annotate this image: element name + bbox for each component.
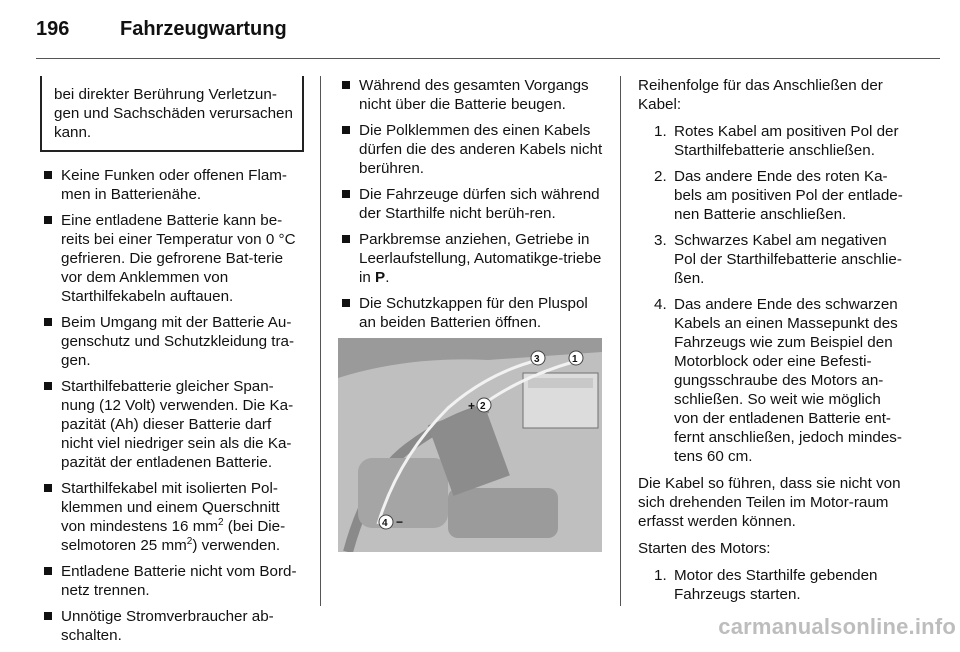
list-item: Eine entladene Batterie kann be-reits bei einer Temperatur von 0 °C gefrieren. Die gefrorene Bat-terie vor dem Anklemmen von Starthilfekabeln auftauen. [40,211,304,306]
list-item [650,566,906,604]
list-item [650,295,906,466]
step-text: Das andere Ende des schwarzen Kabels an einen Massepunkt des Fahrzeugs wie zum Beispiel den Motorblock oder eine Befesti-gungsschraube des Motors an-schließen. So weit wie möglich von der entladenen Batterie ent-fernt anschließen, jedoch mindes-tens 60 cm. [674,296,902,465]
bullet-list-2 [338,76,604,332]
connection-steps [638,122,906,466]
step-text: Motor des Starthilfe gebenden Fahrzeugs starten. [674,567,878,603]
list-item-text: Parkbremse anziehen, Getriebe in Leerlaufstellung, Automatikge-triebe in [359,231,602,286]
step-text: Rotes Kabel am positiven Pol der Starthilfebatterie anschließen. [674,123,899,159]
list-item: Starthilfebatterie gleicher Span-nung (12 Volt) verwenden. Die Ka-pazität (Ah) dieser Batterie darf nicht viel niedriger sein als die Ka-pazität der entladenen Batterie. [40,377,304,472]
figure-label-plus: + [468,399,476,413]
list-item [338,230,604,287]
list-item [40,479,304,555]
list-item: Entladene Batterie nicht vom Bord-netz trennen. [40,562,304,600]
step-text: Das andere Ende des roten Ka-bels am positiven Pol der entlade-nen Batterie anschließen. [674,168,903,223]
figure-label-2: 2 [480,401,486,412]
figure-label-minus: − [396,515,404,529]
list-item: Beim Umgang mit der Batterie Au-genschutz und Schutzkleidung tra-gen. [40,313,304,370]
column-divider-1 [320,76,321,606]
list-item: Während des gesamten Vorgangs nicht über die Batterie beugen. [338,76,604,114]
list-item: Die Schutzkappen für den Pluspol an beiden Batterien öffnen. [338,294,604,332]
gear-p-label: P [375,269,386,286]
column-2 [338,76,604,339]
figure-label-3: 3 [534,354,540,365]
list-item [650,122,906,160]
list-item-text: ) verwenden. [192,537,281,554]
list-item: Keine Funken oder offenen Flam-men in Batterienähe. [40,166,304,204]
list-item [650,167,906,224]
superscript: 2 [218,516,224,528]
column-1 [40,76,304,652]
jump-start-illustration [338,338,602,552]
step-number: 3. [654,232,667,249]
warning-box: bei direkter Berührung Verletzun-gen und Sachschäden verursachen kann. [40,76,304,152]
header-rule [36,58,940,59]
list-item: Die Polklemmen des einen Kabels dürfen die des anderen Kabels nicht berühren. [338,121,604,178]
superscript: 2 [186,535,193,547]
engine-block [448,488,558,538]
list-item [650,231,906,288]
step-number: 2. [654,168,667,185]
step-text: Schwarzes Kabel am negativen Pol der Starthilfebatterie anschlie-ßen. [674,232,902,287]
battery-top [528,378,593,388]
paragraph-intro: Reihenfolge für das Anschließen der Kabel: [638,77,883,113]
page-number: 196 [36,18,70,40]
figure-label-4: 4 [382,518,388,529]
column-divider-2 [620,76,621,606]
step-number: 4. [654,296,667,313]
page-title: Fahrzeugwartung [120,18,287,40]
bullet-list-1 [40,166,304,645]
list-item: Unnötige Stromverbraucher ab-schalten. [40,607,304,645]
list-item-text: . [385,269,390,286]
start-engine-heading: Starten des Motors: [638,540,771,557]
column-3 [638,76,906,612]
watermark: carmanualsonline.info [718,614,956,639]
start-steps [638,566,906,604]
figure-label-1: 1 [572,354,578,365]
step-number: 1. [654,123,667,140]
list-item: Die Fahrzeuge dürfen sich während der Starthilfe nicht berüh-ren. [338,185,604,223]
list-item-text: Starthilfekabel mit isolierten Pol-klemmen und einem Querschnitt von mindestens 16 mm [61,480,280,535]
step-number: 1. [654,567,667,584]
paragraph-cables: Die Kabel so führen, dass sie nicht von sich drehenden Teilen im Motor-raum erfasst werden können. [638,475,901,530]
list-item-text: (bei Die-selmotoren 25 mm [61,518,286,554]
